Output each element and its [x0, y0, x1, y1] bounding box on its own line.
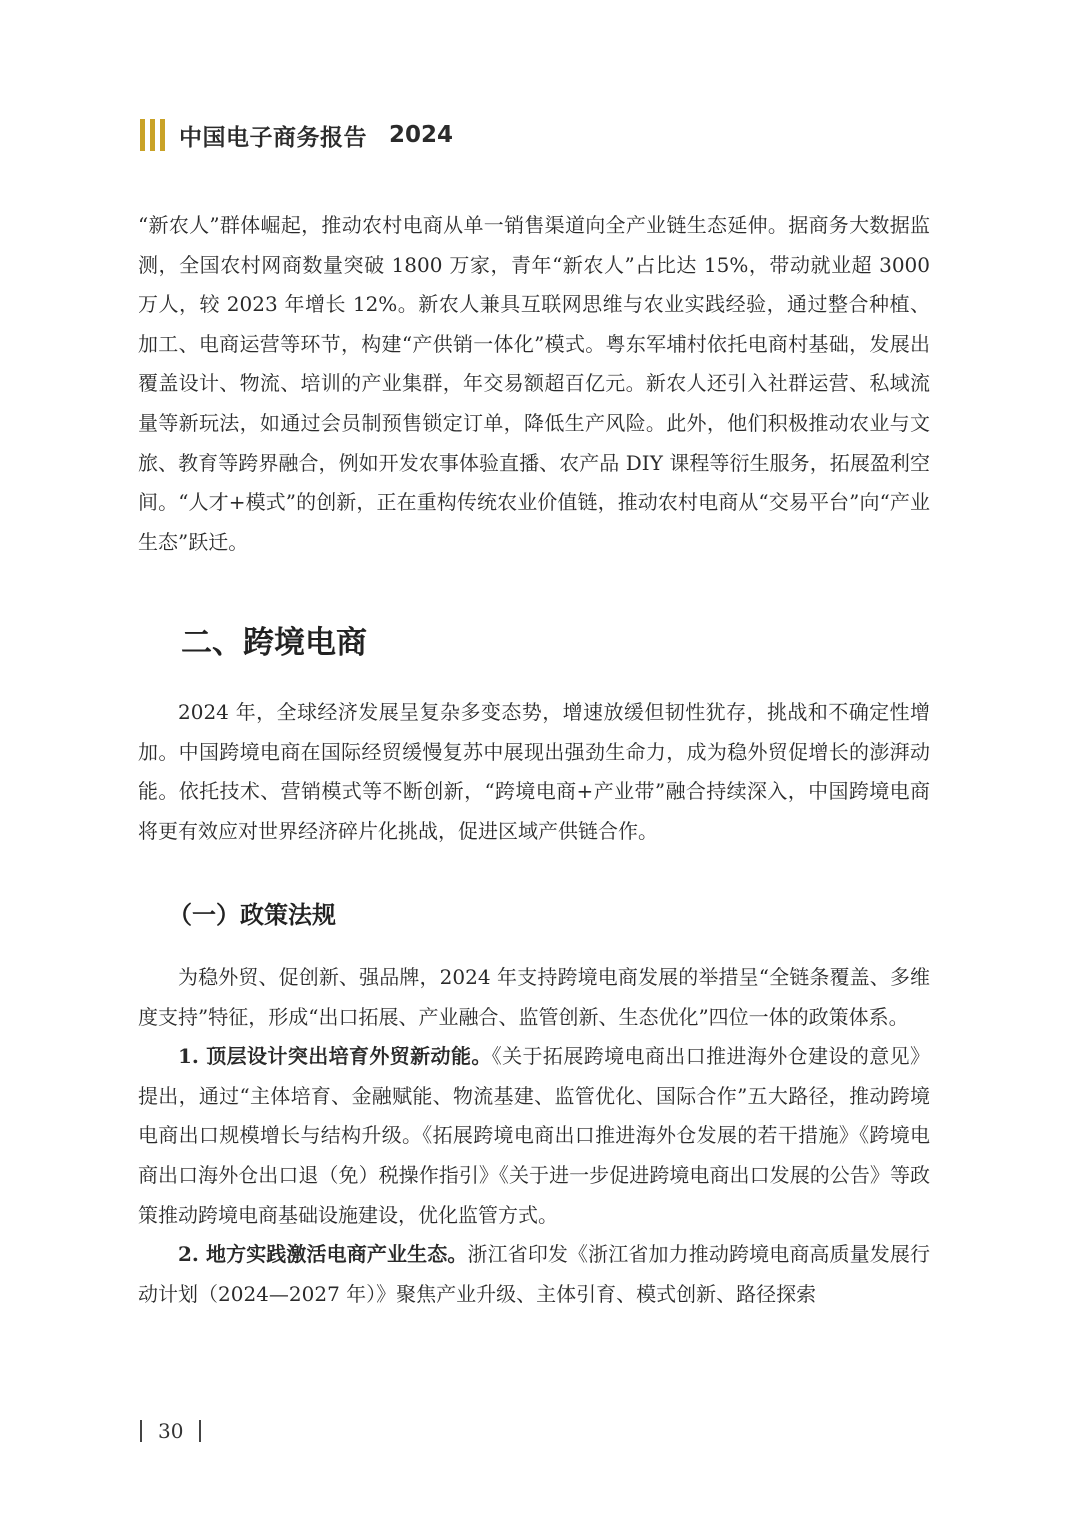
intro-paragraph: “新农人”群体崛起，推动农村电商从单一销售渠道向全产业链生态延伸。据商务大数据监测，全国农村网商数量突破 1800 万家，青年“新农人”占比达 15%，带动就业超 3000 万人，较 2023 年增长 12%。新农人兼具互联网思维与农业实践经验，通过整合种植、加工、电商运营等环节，构建“产供销一体化”模式。粤东军埔村依托电商村基础，发展出覆盖设计、物流、培训的产业集群，年交易额超百亿元。新农人还引入社群运营、私域流量等新玩法，如通过会员制预售锁定订单，降低生产风险。此外，他们积极推动农业与文旅、教育等跨界融合，例如开发农事体验直播、农产品 DIY 课程等衍生服务，拓展盈利空间。“人才+模式”的创新，正在重构传统农业价值链，推动农村电商从“交易平台”向“产业生态”跃迁。 [138, 213, 930, 554]
header-bar [150, 119, 155, 151]
page-footer [140, 1419, 201, 1443]
section-block [138, 693, 930, 851]
policy-item-1-lead: 1. 顶层设计突出培育外贸新动能。 [178, 1044, 492, 1069]
subsection-block [138, 958, 930, 1314]
intro-block [138, 206, 930, 562]
report-year: 2024 [389, 122, 454, 148]
header-bars-icon [140, 119, 165, 151]
section-heading: 二、跨境电商 [181, 625, 367, 661]
footer-divider [199, 1420, 201, 1442]
subsection-heading: （一）政策法规 [168, 901, 336, 929]
page-header [140, 117, 453, 153]
report-title: 中国电子商务报告 [179, 124, 367, 151]
page-number: 30 [158, 1419, 184, 1443]
policy-item-1 [138, 1037, 930, 1235]
policy-item-1-body: 《关于拓展跨境电商出口推进海外仓建设的意见》提出，通过“主体培育、金融赋能、物流基建、监管优化、国际合作”五大路径，推动跨境电商出口规模增长与结构升级。《拓展跨境电商出口推进海外仓发展的若干措施》《跨境电商出口海外仓出口退（免）税操作指引》《关于进一步促进跨境电商出口发展的公告》等政策推动跨境电商基础设施建设，优化监管方式。 [138, 1044, 931, 1227]
subsection-paragraph: 为稳外贸、促创新、强品牌，2024 年支持跨境电商发展的举措呈“全链条覆盖、多维度支持”特征，形成“出口拓展、产业融合、监管创新、生态优化”四位一体的政策体系。 [138, 965, 930, 1029]
section-paragraph: 2024 年，全球经济发展呈复杂多变态势，增速放缓但韧性犹存，挑战和不确定性增加。中国跨境电商在国际经贸缓慢复苏中展现出强劲生命力，成为稳外贸促增长的澎湃动能。依托技术、营销模式等不断创新，“跨境电商+产业带”融合持续深入，中国跨境电商将更有效应对世界经济碎片化挑战，促进区域产供链合作。 [138, 700, 930, 843]
policy-item-2-body: 浙江省印发《浙江省加力推动跨境电商高质量发展行动计划（2024—2027 年）》聚焦产业升级、主体引育、模式创新、路径探索 [138, 1242, 931, 1306]
header-bar [140, 119, 145, 151]
policy-item-2 [138, 1235, 930, 1314]
header-bar [160, 119, 165, 151]
policy-item-2-lead: 2. 地方实践激活电商产业生态。 [178, 1242, 468, 1267]
footer-divider [140, 1420, 142, 1442]
